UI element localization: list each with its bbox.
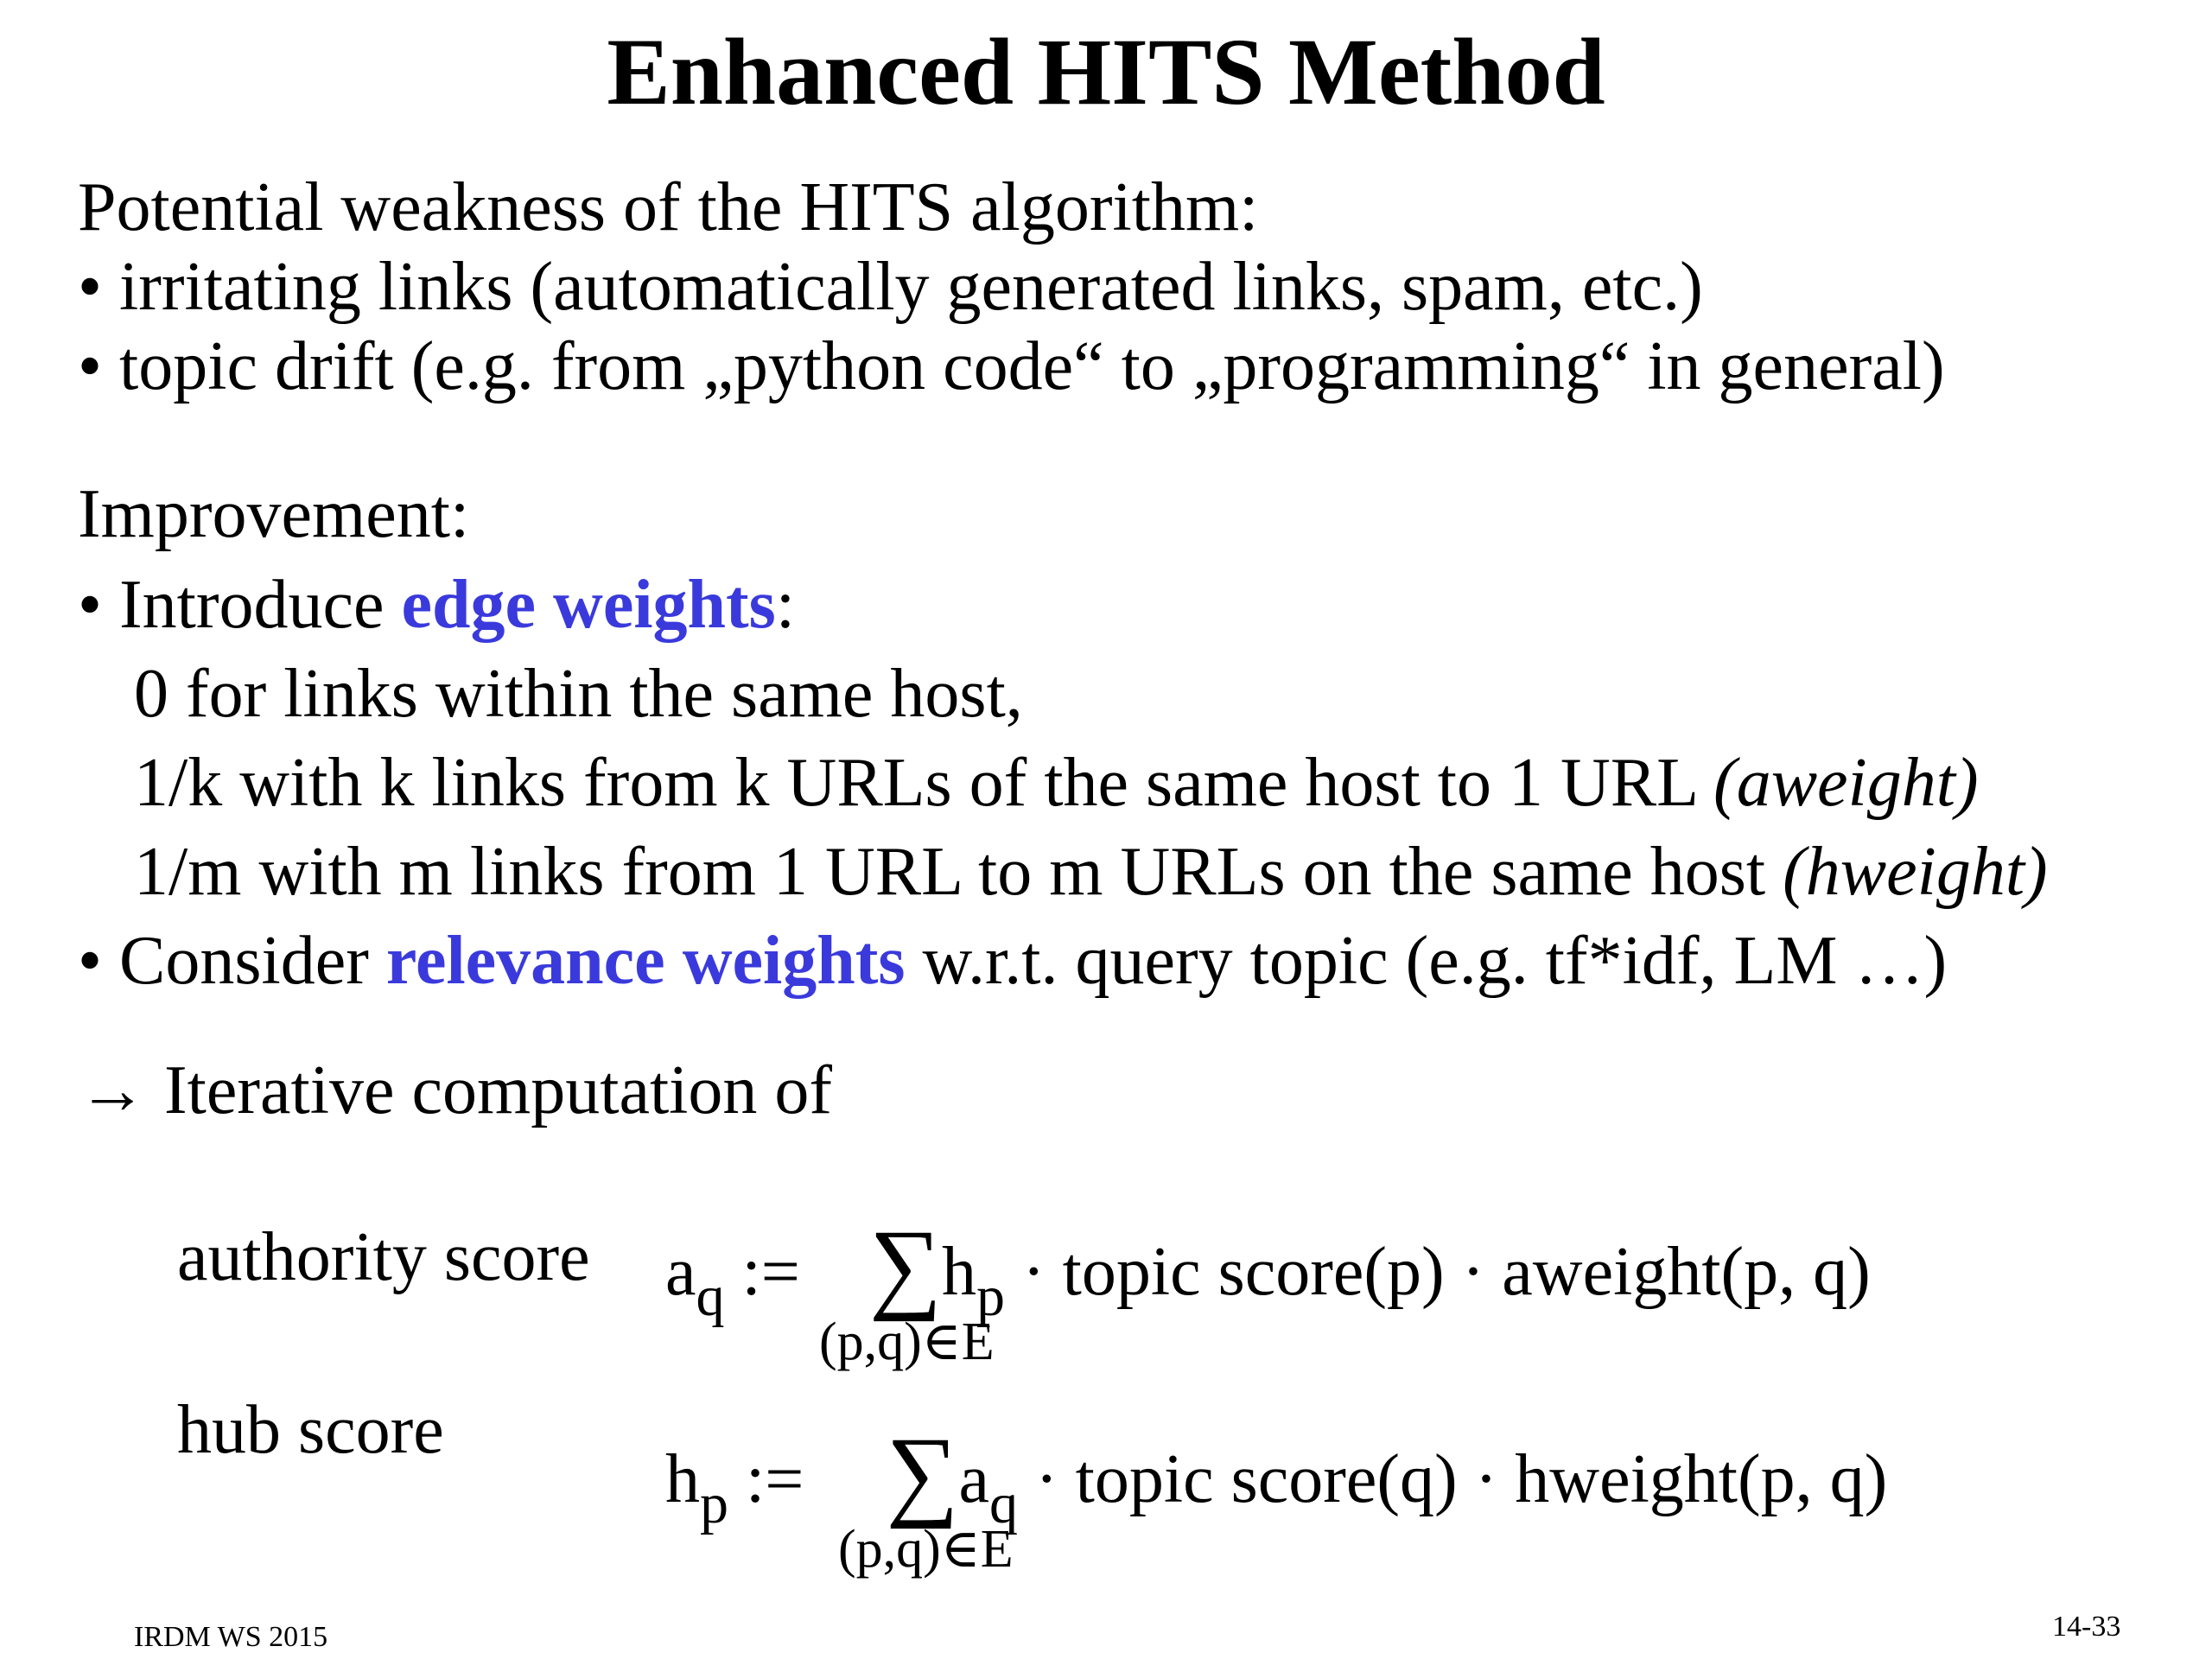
edge-weights-prefix: • Introduce	[78, 567, 402, 643]
weakness-heading: Potential weakness of the HITS algorithm:	[78, 169, 1259, 245]
authority-term-var: h	[941, 1234, 976, 1310]
authority-formula	[665, 1209, 1871, 1328]
weakness-bullet-2: • topic drift (e.g. from „python code“ to „programming“ in general)	[78, 328, 1945, 404]
relevance-weights-bullet	[78, 923, 1948, 999]
edge-item-same-host	[134, 656, 1023, 732]
hub-lhs-sub: p	[700, 1472, 728, 1535]
hub-sigma: ∑	[886, 1416, 959, 1529]
edge-item-note: (hweight)	[1783, 834, 2048, 910]
improvement-heading: Improvement:	[78, 476, 470, 552]
footer-course: IRDM WS 2015	[134, 1621, 328, 1653]
authority-rest: · topic score(p) · aweight(p, q)	[1004, 1234, 1871, 1310]
slide-title: Enhanced HITS Method	[607, 19, 1605, 124]
iterative-computation: → Iterative computation of	[78, 1052, 833, 1128]
relevance-suffix: w.r.t. query topic (e.g. tf*idf, LM …)	[905, 923, 1948, 999]
hub-assign: :=	[728, 1441, 804, 1517]
authority-lhs-var: a	[665, 1234, 696, 1310]
edge-item-aweight	[134, 745, 1979, 821]
hub-term-var: a	[958, 1441, 989, 1517]
authority-term-sub: p	[976, 1265, 1005, 1328]
authority-sum-range: (p,q)∈E	[819, 1313, 995, 1371]
authority-lhs-sub: q	[696, 1265, 725, 1328]
edge-item-text: 1/m with m links from 1 URL to m URLs on the same host	[134, 834, 1783, 910]
edge-weights-suffix: :	[775, 567, 796, 643]
authority-label: authority score	[177, 1219, 590, 1295]
edge-item-hweight	[134, 834, 2048, 910]
hub-label: hub score	[177, 1392, 444, 1468]
hub-formula	[665, 1416, 1888, 1535]
hub-sum-range: (p,q)∈E	[838, 1520, 1014, 1579]
edge-item-text: 0 for links within the same host,	[134, 656, 1023, 732]
relevance-highlight: relevance weights	[385, 923, 906, 999]
weakness-bullet-1: • irritating links (automatically generated links, spam, etc.)	[78, 249, 1703, 325]
footer-page-number: 14-33	[2052, 1611, 2121, 1643]
authority-assign: :=	[724, 1234, 800, 1310]
hub-term-sub: q	[988, 1472, 1018, 1535]
hub-rest: · topic score(q) · hweight(p, q)	[1017, 1441, 1888, 1517]
edge-weights-bullet	[78, 567, 796, 643]
hub-lhs-var: h	[665, 1441, 700, 1517]
edge-weights-highlight: edge weights	[401, 567, 776, 643]
authority-sigma: ∑	[868, 1209, 942, 1322]
edge-item-text: 1/k with k links from k URLs of the same host to 1 URL	[134, 745, 1714, 821]
relevance-prefix: • Consider	[78, 923, 386, 999]
edge-item-note: (aweight)	[1713, 745, 1979, 821]
